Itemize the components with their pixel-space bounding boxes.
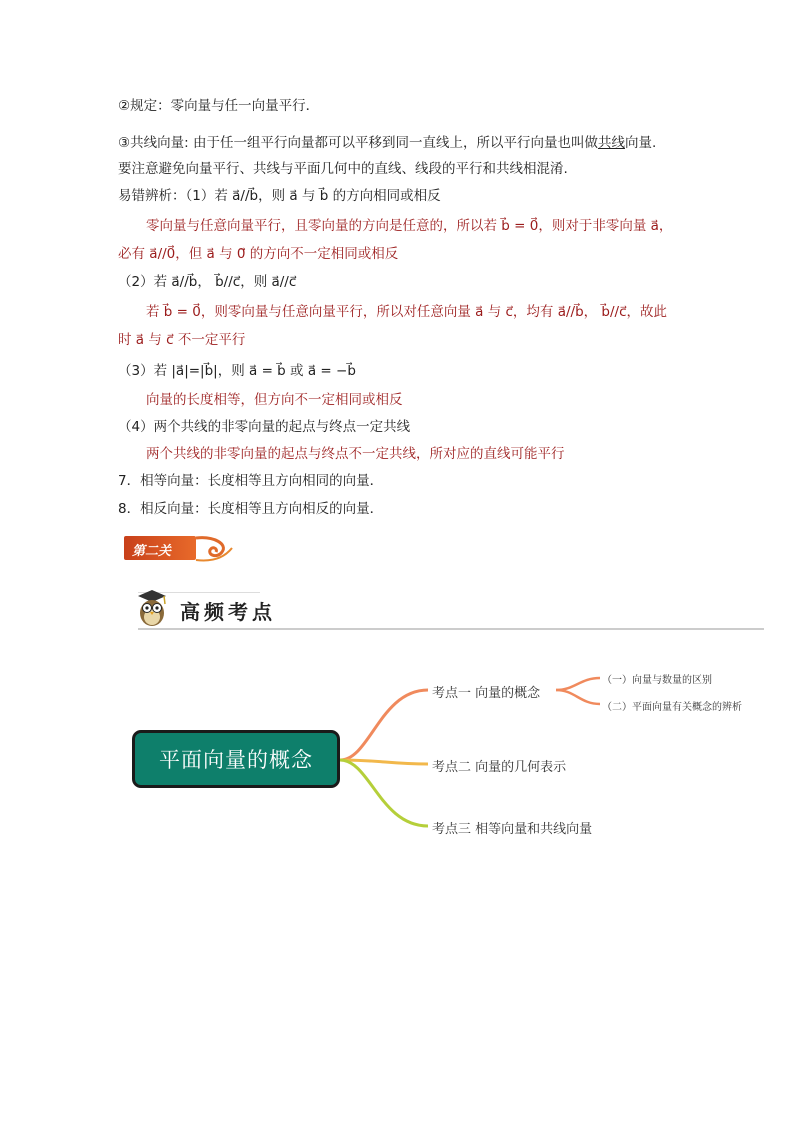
collinear-word: 共线 — [597, 135, 625, 151]
mindmap-subnode-1: （一）向量与数量的区别 — [602, 675, 712, 686]
mindmap-node-2: 考点二 向量的几何表示 — [432, 760, 567, 775]
sub-branch-2 — [556, 690, 600, 704]
mindmap-subnode-2: （二）平面向量有关概念的辨析 — [602, 702, 742, 713]
explanation-4: 两个共线的非零向量的起点与终点不一定共线，所对应的直线可能平行 — [146, 446, 565, 462]
branch-3 — [340, 760, 428, 826]
opposite-vectors-def: 8．相反向量：长度相等且方向相反的向量． — [118, 501, 384, 517]
error-analysis-1: 易错辨析：（1）若 a⃗//b⃗，则 a⃗ 与 b⃗ 的方向相同或相反 — [118, 188, 441, 204]
explanation-1a: 零向量与任意向量平行，且零向量的方向是任意的，所以若 b⃗ = 0⃗，则对于非零向量 a⃗， — [146, 218, 673, 234]
section-title: 高频考点 — [180, 600, 276, 624]
rule-line: ②规定：零向量与任一向量平行． — [118, 98, 320, 114]
mindmap-root: 平面向量的概念 — [132, 730, 340, 788]
branch-1 — [340, 690, 428, 760]
explanation-1b: 必有 a⃗//0⃗，但 a⃗ 与 0⃗ 的方向不一定相同或相反 — [118, 246, 399, 262]
mindmap-node-1: 考点一 向量的概念 — [432, 686, 541, 701]
caution-line: 要注意避免向量平行、共线与平面几何中的直线、线段的平行和共线相混淆. — [118, 161, 568, 177]
error-analysis-2: （2）若 a⃗//b⃗， b⃗//c⃗，则 a⃗//c⃗ — [118, 274, 297, 290]
equal-vectors-def: 7．相等向量：长度相等且方向相同的向量． — [118, 473, 384, 489]
collinear-text: ③共线向量: 由于任一组平行向量都可以平移到同一直线上，所以平行向量也叫做 — [118, 135, 598, 151]
sub-branch-1 — [556, 678, 600, 690]
error-analysis-3: （3）若 |a⃗|=|b⃗|，则 a⃗ = b⃗ 或 a⃗ = −b⃗ — [118, 363, 356, 379]
explanation-2b: 时 a⃗ 与 c⃗ 不一定平行 — [118, 332, 246, 348]
error-analysis-4: （4）两个共线的非零向量的起点与终点一定共线 — [118, 419, 411, 435]
explanation-3: 向量的长度相等，但方向不一定相同或相反 — [146, 392, 403, 408]
explanation-2a: 若 b⃗ = 0⃗，则零向量与任意向量平行，所以对任意向量 a⃗ 与 c⃗，均有 a⃗//b⃗， b⃗//c⃗，故此 — [146, 304, 668, 320]
mindmap-node-3: 考点三 相等向量和共线向量 — [432, 822, 593, 837]
banner-label: 第二关 — [132, 544, 172, 559]
collinear-end: 向量. — [624, 135, 657, 151]
